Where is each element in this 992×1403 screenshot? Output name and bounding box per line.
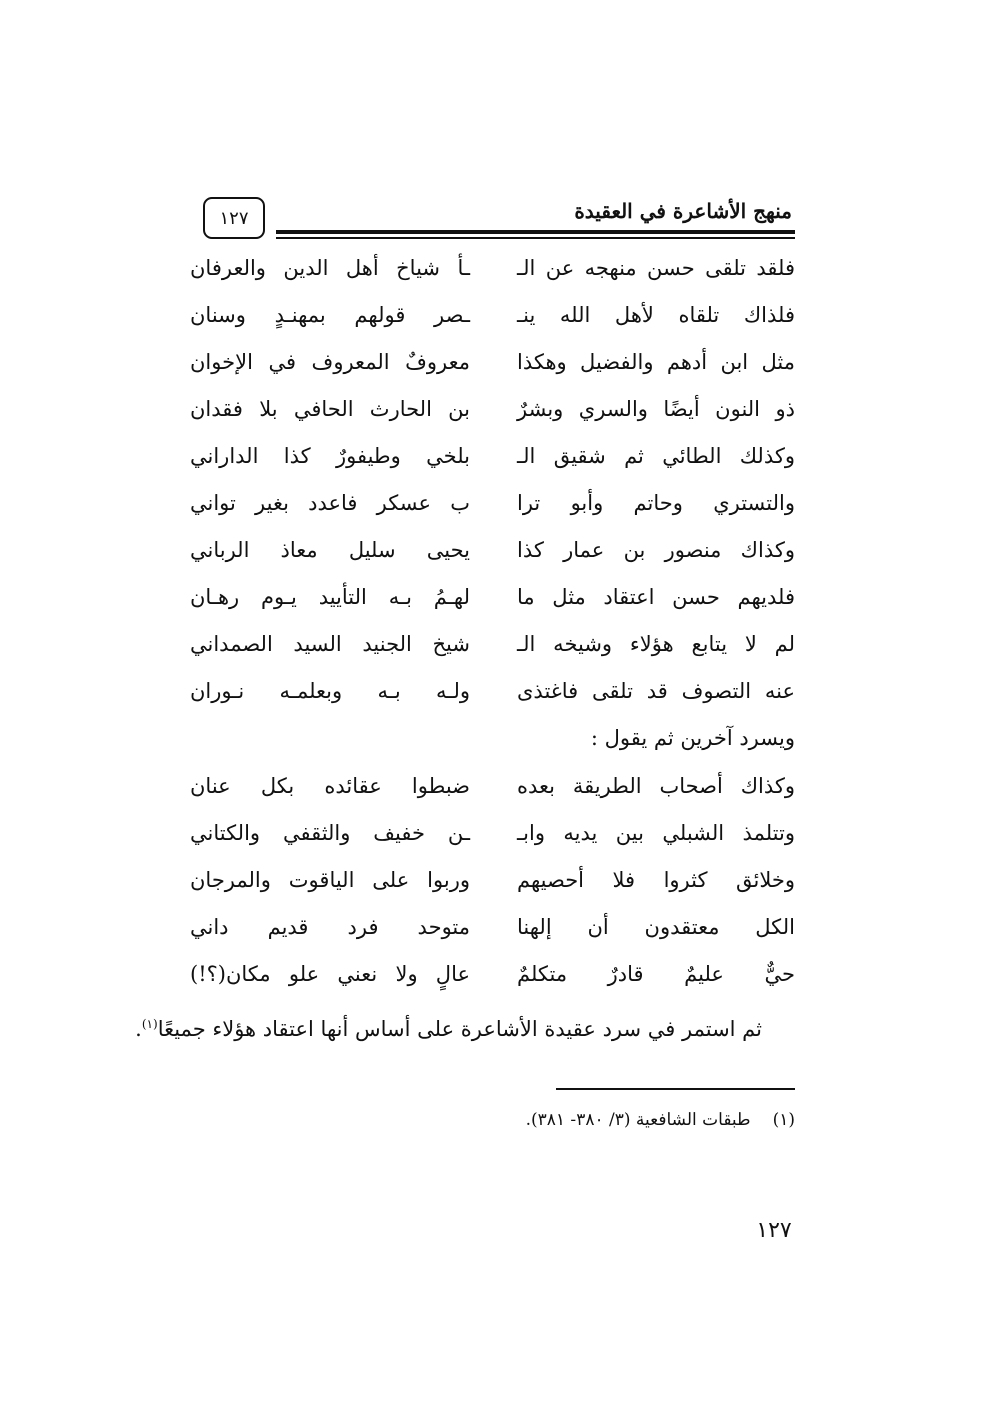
verse-line — [190, 621, 795, 668]
closing-sentence: ثم استمر في سرد عقيدة الأشاعرة على أساس أنها اعتقاد هؤلاء جميعًا — [157, 1017, 762, 1041]
verse-second-hemistich: ضبطوا عقائده بكل عنان — [190, 774, 470, 798]
verse-line — [190, 292, 795, 339]
verse-second-hemistich: لهـمُ بـه التأييد يـوم رهـان — [190, 585, 470, 609]
verse-first-hemistich: فلديهم حسن اعتقاد مثل ما — [517, 585, 795, 609]
header-rule-thin — [276, 237, 795, 239]
running-header-title: منهج الأشاعرة في العقيدة — [574, 199, 792, 223]
verse-first-hemistich: الكل معتقدون أن إلهنا — [517, 915, 795, 939]
verse-line — [190, 904, 795, 951]
verse-line — [190, 574, 795, 621]
verse-first-hemistich: مثل ابن أدهم والفضيل وهكذا — [517, 350, 795, 374]
verse-first-hemistich: وكذلك الطائي ثم شقيق الـ — [517, 444, 795, 468]
verse-second-hemistich: بلخي وطيفورٌ كذا الداراني — [190, 444, 470, 468]
verse-second-hemistich: ـصر قولهم بمهنـدٍ وسنان — [190, 303, 470, 327]
verse-line — [190, 951, 795, 998]
verse-second-hemistich: معروفٌ المعروف في الإخوان — [190, 350, 470, 374]
verse-second-hemistich: وربوا على الياقوت والمرجان — [190, 868, 470, 892]
verse-line — [190, 386, 795, 433]
verse-second-hemistich: بن الحارث الحافي بلا فقدان — [190, 397, 470, 421]
header-rule-thick — [276, 230, 795, 234]
verse-line — [190, 433, 795, 480]
verse-first-hemistich: وكذاك أصحاب الطريقة بعده — [517, 774, 795, 798]
verse-second-hemistich: ولـه بـه وبعلمـه نـوران — [190, 679, 470, 703]
verse-first-hemistich: فلذاك تلقاه لأهل الله ينـ — [517, 303, 795, 327]
verse-first-hemistich: وكذاك منصور بن عمار كذا — [517, 538, 795, 562]
footnote-reference[interactable]: (١) — [141, 1017, 158, 1031]
page-footer-number: ١٢٧ — [756, 1218, 792, 1243]
verse-first-hemistich: وتتلمذ الشبلي بين يديه وابـ — [517, 821, 795, 845]
verse-line — [190, 339, 795, 386]
verse-first-hemistich: حيٌّ عليمٌ قادرٌ متكلمٌ — [517, 962, 795, 986]
verse-line — [190, 245, 795, 292]
verse-first-hemistich: وخلائق كثروا فلا أحصيهم — [517, 868, 795, 892]
verse-first-hemistich: عنه التصوف قد تلقى فاغتذى — [517, 679, 795, 703]
verse-second-hemistich: ب عسكر فاعدد بغير تواني — [190, 491, 470, 515]
verse-line — [190, 857, 795, 904]
verse-line — [190, 668, 795, 715]
verse-first-hemistich: فلقد تلقى حسن منهجه عن الـ — [517, 256, 795, 280]
verse-first-hemistich: والتستري وحاتم وأبو ترا — [517, 491, 795, 515]
verse-second-hemistich: عالٍ ولا نعني علو مكان(؟!) — [190, 962, 470, 986]
verse-first-hemistich: لم لا يتابع هؤلاء وشيخه الـ — [517, 632, 795, 656]
verse-line — [190, 763, 795, 810]
verse-line — [190, 810, 795, 857]
verse-line — [190, 527, 795, 574]
verse-second-hemistich: يحيى سليل معاذ الرباني — [190, 538, 470, 562]
header-page-number: ١٢٧ — [203, 197, 265, 239]
closing-period: . — [135, 1017, 142, 1041]
footnote — [295, 1105, 795, 1135]
verse-second-hemistich: شيخ الجنيد السيد الصمداني — [190, 632, 470, 656]
verse-first-hemistich: ذو النون أيضًا والسري وبشرٌ — [517, 397, 795, 421]
verse-second-hemistich: ـأ شياخ أهل الدين والعرفان — [190, 256, 470, 280]
footnote-number: (١) — [772, 1110, 795, 1130]
closing-text — [135, 1004, 762, 1049]
transition-text: ويسرد آخرين ثم يقول : — [590, 726, 795, 750]
footnote-text: طبقات الشافعية (٣/ ٣٨٠- ٣٨١). — [525, 1110, 751, 1130]
verse-second-hemistich: ـن خفيف والثقفي والكتاني — [190, 821, 470, 845]
footnote-separator — [556, 1088, 795, 1090]
verse-second-hemistich: متوحد فرد قديم داني — [190, 915, 470, 939]
verse-line — [190, 480, 795, 527]
